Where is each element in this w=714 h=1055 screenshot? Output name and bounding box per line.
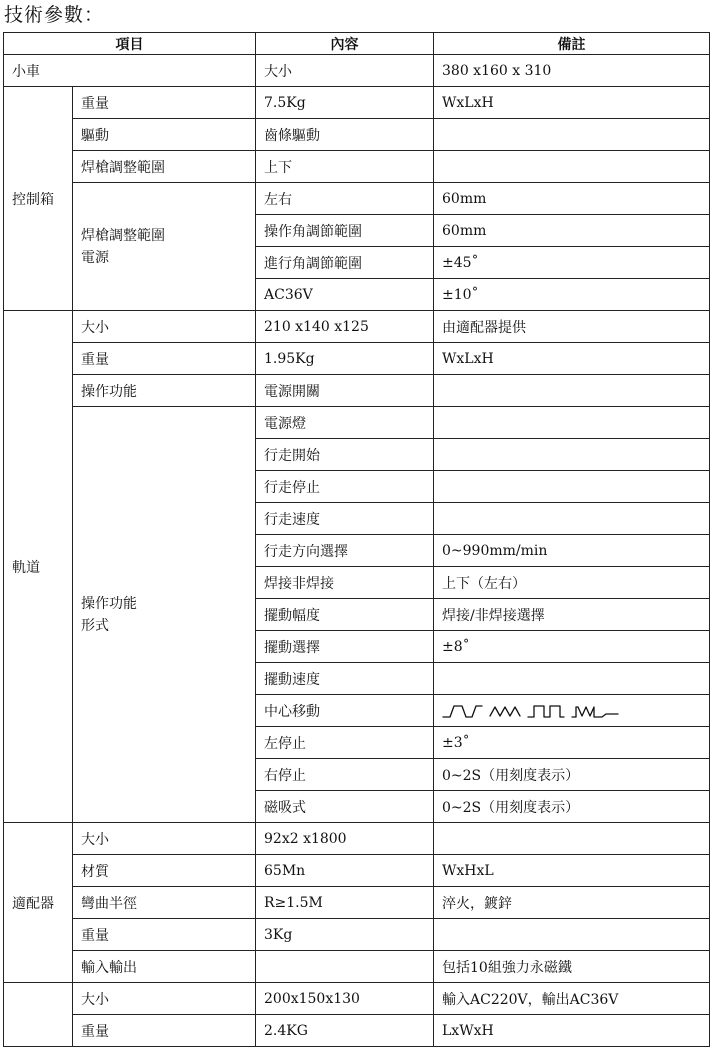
header-note: 備註 <box>434 33 710 55</box>
table-row <box>4 119 710 151</box>
cell-content: 操作角調節範圍 <box>256 215 434 247</box>
cell-note: 0~990mm/min <box>434 535 710 567</box>
cell-note: 380 x160 x 310 <box>434 55 710 87</box>
category-cart: 小車 <box>4 55 256 87</box>
cell-content: 齒條驅動 <box>256 119 434 151</box>
cell-item-group <box>73 407 256 823</box>
cell-item: 材質 <box>73 855 256 887</box>
cell-item: 大小 <box>73 983 256 1015</box>
cell-note <box>434 119 710 151</box>
cell-content <box>256 951 434 983</box>
cell-note <box>434 375 710 407</box>
table-header-row <box>4 33 710 55</box>
cell-content: 右停止 <box>256 759 434 791</box>
cell-note <box>434 439 710 471</box>
cell-note: ±8˚ <box>434 631 710 663</box>
cell-content: 2.4KG <box>256 1015 434 1047</box>
cell-content: 磁吸式 <box>256 791 434 823</box>
cell-content: 行走方向選擇 <box>256 535 434 567</box>
table-row <box>4 151 710 183</box>
cell-note <box>434 823 710 855</box>
cell-content: 200x150x130 <box>256 983 434 1015</box>
cell-content: 行走速度 <box>256 503 434 535</box>
cell-note: 0~2S（用刻度表示） <box>434 791 710 823</box>
cell-content: AC36V <box>256 279 434 311</box>
table-row <box>4 311 710 343</box>
cell-note <box>434 919 710 951</box>
group-item-line2: 形式 <box>81 617 109 634</box>
header-item: 項目 <box>4 33 256 55</box>
cell-note: LxWxH <box>434 1015 710 1047</box>
cell-content: 3Kg <box>256 919 434 951</box>
cell-content: 7.5Kg <box>256 87 434 119</box>
cell-note-weave <box>434 695 710 727</box>
cell-note <box>434 663 710 695</box>
cell-content: 電源燈 <box>256 407 434 439</box>
cell-item: 輸入輸出 <box>73 951 256 983</box>
table-row <box>4 87 710 119</box>
table-row <box>4 855 710 887</box>
cell-note: 焊接/非焊接選擇 <box>434 599 710 631</box>
group-item-line2: 電源 <box>81 249 109 266</box>
category-adapter: 適配器 <box>4 823 73 983</box>
table-row <box>4 919 710 951</box>
square-weave-icon <box>528 706 564 717</box>
page-title: 技術參數： <box>4 4 105 26</box>
cell-content: 擺動速度 <box>256 663 434 695</box>
cell-note: 0~2S（用刻度表示） <box>434 759 710 791</box>
table-row <box>4 55 710 87</box>
cell-item: 驅動 <box>73 119 256 151</box>
cell-note: WxLxH <box>434 87 710 119</box>
cell-content: 大小 <box>256 55 434 87</box>
cell-content: 焊接非焊接 <box>256 567 434 599</box>
cell-content: 210 x140 x125 <box>256 311 434 343</box>
category-unlabeled <box>4 983 73 1047</box>
cell-note: WxHxL <box>434 855 710 887</box>
cell-content: 行走開始 <box>256 439 434 471</box>
header-content: 內容 <box>256 33 434 55</box>
category-track: 軌道 <box>4 311 73 823</box>
cell-note: 60mm <box>434 183 710 215</box>
cell-content: 65Mn <box>256 855 434 887</box>
cell-note: 由適配器提供 <box>434 311 710 343</box>
cell-item: 彎曲半徑 <box>73 887 256 919</box>
zigzag-weave-icon <box>490 707 520 716</box>
cell-note: ±10˚ <box>434 279 710 311</box>
cell-content: 中心移動 <box>256 695 434 727</box>
cell-item: 操作功能 <box>73 375 256 407</box>
table-row <box>4 407 710 439</box>
group-item-line1: 操作功能 <box>81 595 137 612</box>
table-row <box>4 183 710 215</box>
cell-content: 電源開關 <box>256 375 434 407</box>
cell-item: 大小 <box>73 311 256 343</box>
cell-item: 重量 <box>73 919 256 951</box>
group-item-line1: 焊槍調整範圍 <box>81 227 165 244</box>
table-row <box>4 887 710 919</box>
cell-note: ±3˚ <box>434 727 710 759</box>
category-control-box: 控制箱 <box>4 87 73 311</box>
cell-note <box>434 471 710 503</box>
cell-note: 60mm <box>434 215 710 247</box>
cell-content: 92x2 x1800 <box>256 823 434 855</box>
cell-content: 左右 <box>256 183 434 215</box>
weave-pattern-icons <box>442 702 622 720</box>
table-row <box>4 823 710 855</box>
table-row <box>4 951 710 983</box>
spec-table <box>3 32 710 1047</box>
cell-content: R≥1.5M <box>256 887 434 919</box>
cell-note: 上下（左右） <box>434 567 710 599</box>
cell-content: 行走停止 <box>256 471 434 503</box>
table-row <box>4 375 710 407</box>
pulse-weave-icon <box>572 707 618 717</box>
table-row <box>4 983 710 1015</box>
cell-note <box>434 151 710 183</box>
cell-content: 進行角調節範圍 <box>256 247 434 279</box>
cell-content: 擺動選擇 <box>256 631 434 663</box>
cell-content: 擺動幅度 <box>256 599 434 631</box>
table-row <box>4 343 710 375</box>
cell-note: 包括10組強力永磁鐵 <box>434 951 710 983</box>
cell-item-group <box>73 183 256 311</box>
cell-content: 1.95Kg <box>256 343 434 375</box>
table-row <box>4 1015 710 1047</box>
trapezoid-weave-icon <box>443 706 482 717</box>
cell-content: 左停止 <box>256 727 434 759</box>
cell-note <box>434 407 710 439</box>
cell-item: 重量 <box>73 343 256 375</box>
cell-note: 輸入AC220V，輸出AC36V <box>434 983 710 1015</box>
cell-item: 焊槍調整範圍 <box>73 151 256 183</box>
cell-item: 重量 <box>73 1015 256 1047</box>
cell-note: 淬火，鍍鋅 <box>434 887 710 919</box>
cell-item: 大小 <box>73 823 256 855</box>
cell-note: WxLxH <box>434 343 710 375</box>
cell-item: 重量 <box>73 87 256 119</box>
cell-content: 上下 <box>256 151 434 183</box>
cell-note: ±45˚ <box>434 247 710 279</box>
cell-note <box>434 503 710 535</box>
